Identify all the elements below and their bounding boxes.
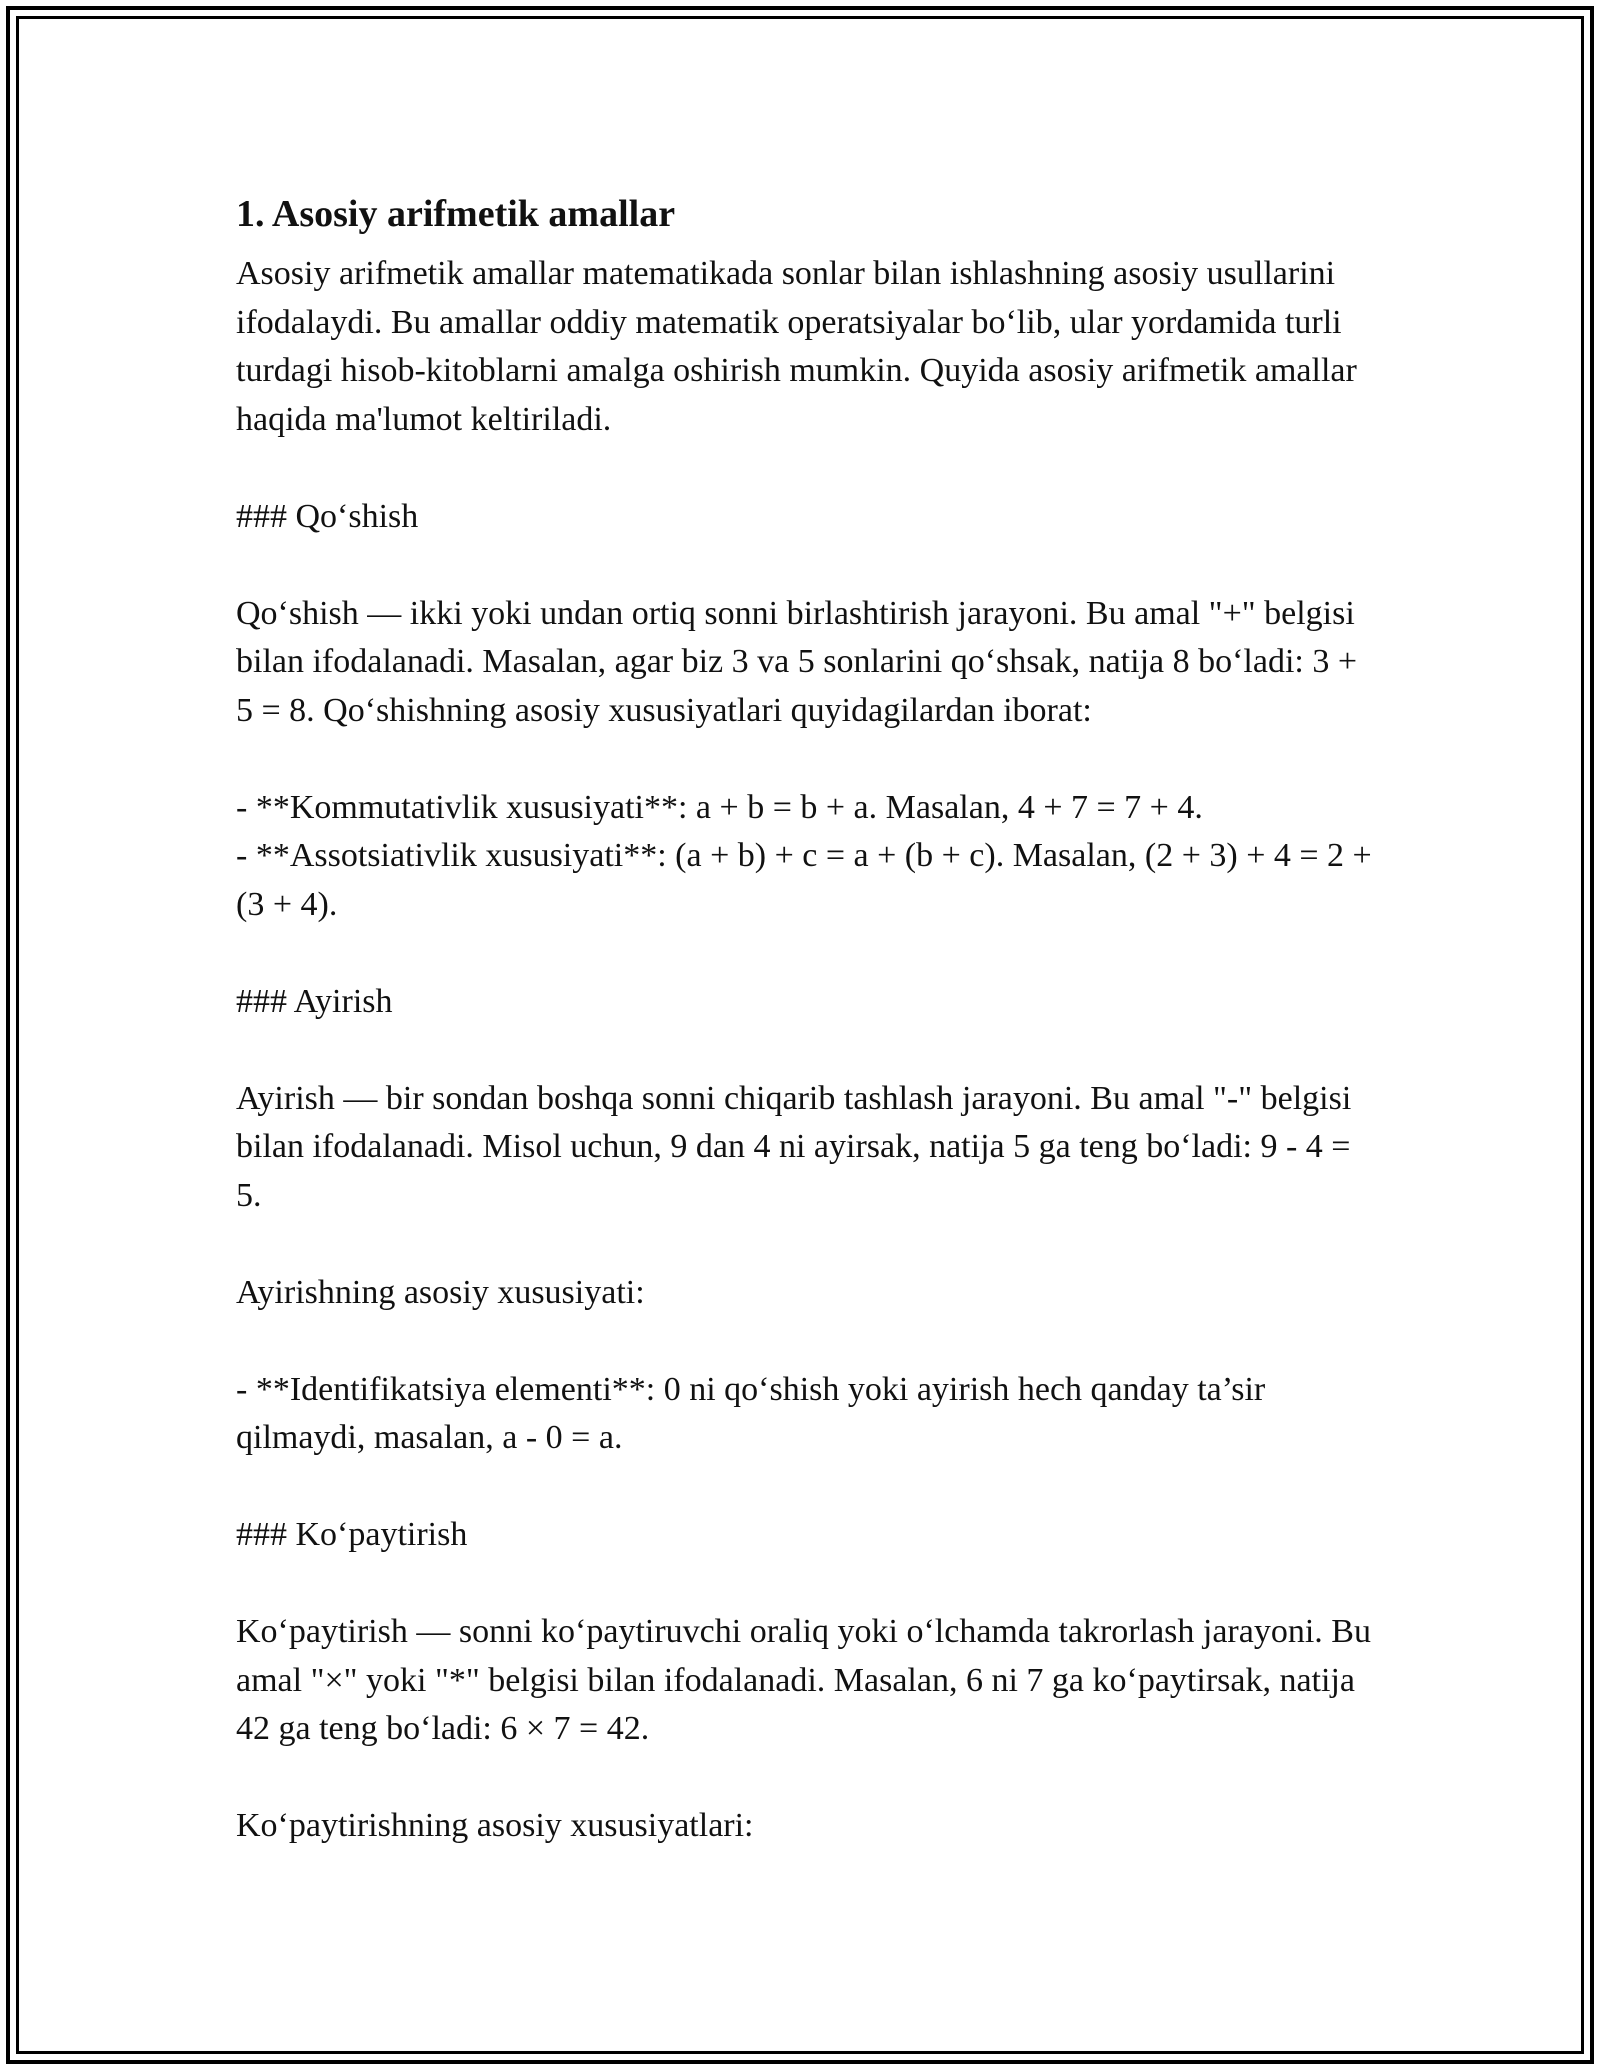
qoshish-bullet-commutative: - **Kommutativlik xususiyati**: a + b = b + a. Masalan, 4 + 7 = 7 + 4. — [236, 788, 1203, 826]
qoshish-paragraph: Qo‘shish — ikki yoki undan ortiq sonni birlashtirish jarayoni. Bu amal "+" belgisi bilan ifodalanadi. Masalan, agar biz 3 va 5 sonlarini qo‘shsak, natija 8 bo‘ladi: 3 + 5 = 8. Qo‘shishning asosiy xususiyatlari quyidagilardan iborat: — [236, 594, 1358, 729]
intro-paragraph: Asosiy arifmetik amallar matematikada sonlar bilan ishlashning asosiy usullarini ifodalaydi. Bu amallar oddiy matematik operatsiyalar bo‘lib, ular yordamida turli turdagi hisob-kitoblarni amalga oshirish mumkin. Quyida asosiy arifmetik amallar haqida ma'lumot keltiriladi. — [236, 255, 1357, 438]
document-body — [236, 186, 1376, 1851]
ayirish-paragraph: Ayirish — bir sondan boshqa sonni chiqarib tashlash jarayoni. Bu amal "-" belgisi bilan ifodalanadi. Misol uchun, 9 dan 4 ni ayirsak, natija 5 ga teng bo‘ladi: 9 - 4 = 5. — [236, 1079, 1352, 1214]
ayirish-property-intro: Ayirishning asosiy xususiyati: — [236, 1273, 645, 1311]
subheading-ayirish: ### Ayirish — [236, 982, 393, 1020]
ayirish-bullet-identity: - **Identifikatsiya elementi**: 0 ni qo‘shish yoki ayirish hech qanday ta’sir qilmaydi, masalan, a - 0 = a. — [236, 1370, 1266, 1456]
qoshish-bullet-associative: - **Assotsiativlik xususiyati**: (a + b) + c = a + (b + c). Masalan, (2 + 3) + 4 = 2 + (3 + 4). — [236, 837, 1372, 923]
subheading-qoshish: ### Qo‘shish — [236, 497, 419, 535]
kopaytirish-paragraph: Ko‘paytirish — sonni ko‘paytiruvchi oraliq yoki o‘lchamda takrorlash jarayoni. Bu amal "×" yoki "*" belgisi bilan ifodalanadi. Masalan, 6 ni 7 ga ko‘paytirsak, natija 42 ga teng bo‘ladi: 6 × 7 = 42. — [236, 1613, 1371, 1747]
section-heading: 1. Asosiy arifmetik amallar — [236, 193, 676, 235]
kopaytirish-properties-intro: Ko‘paytirishning asosiy xususiyatlari: — [236, 1807, 754, 1844]
subheading-kopaytirish: ### Ko‘paytirish — [236, 1516, 468, 1553]
